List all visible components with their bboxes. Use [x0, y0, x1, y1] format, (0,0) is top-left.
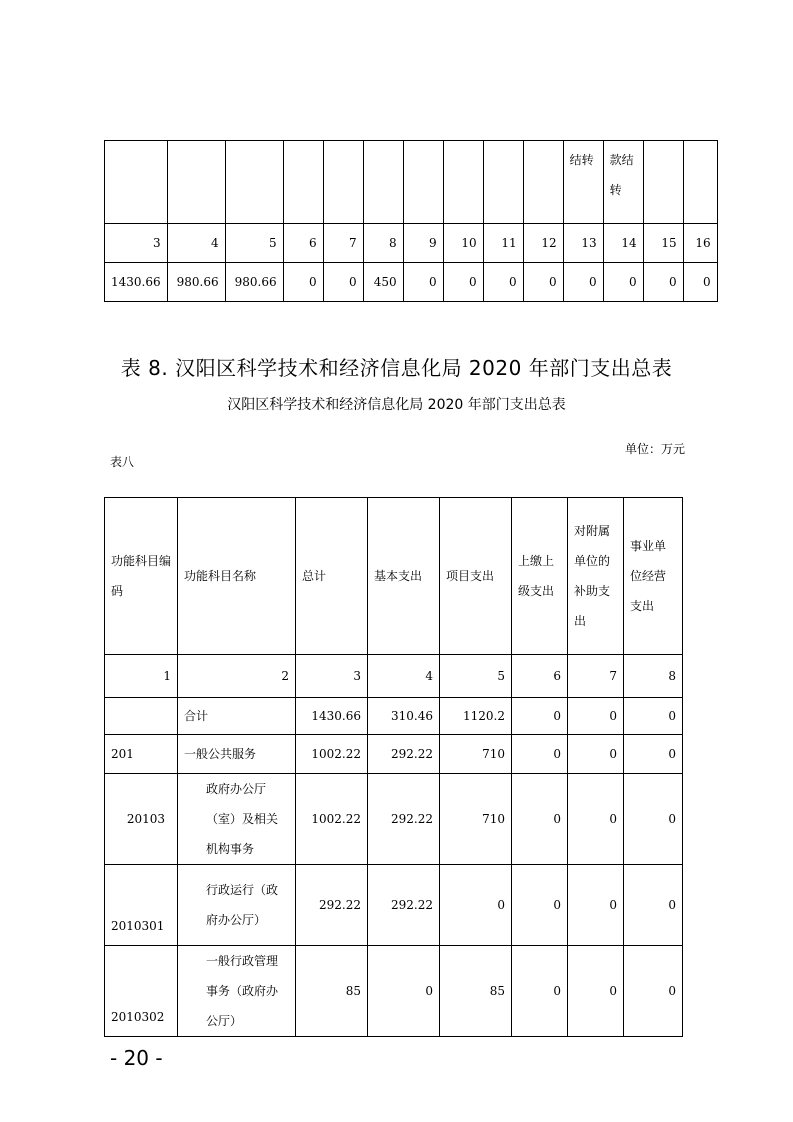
value-cell: 0: [483, 263, 523, 302]
header-cell: [483, 141, 523, 224]
header-cell: [283, 141, 323, 224]
subsidy-cell: 0: [568, 698, 624, 735]
table-label: 表八: [110, 455, 135, 469]
index-cell: 11: [483, 224, 523, 263]
subsidy-cell: 0: [568, 865, 624, 946]
header-cell: [363, 141, 403, 224]
upper-cell: 0: [512, 946, 568, 1037]
column-header: 基本支出: [368, 498, 440, 655]
header-cell: [167, 141, 225, 224]
index-cell: 5: [225, 224, 283, 263]
index-cell: 2: [178, 655, 296, 698]
basic-cell: 310.46: [368, 698, 440, 735]
unit-label: 单位：万元: [625, 442, 686, 456]
column-header: 功能科目名称: [178, 498, 296, 655]
index-cell: 4: [167, 224, 225, 263]
total-cell: 85: [296, 946, 368, 1037]
header-cell: [225, 141, 283, 224]
project-cell: 85: [440, 946, 512, 1037]
index-cell: 10: [443, 224, 483, 263]
continued-header-row: [105, 141, 718, 224]
value-cell: 0: [403, 263, 443, 302]
value-cell: 980.66: [167, 263, 225, 302]
upper-cell: 0: [512, 735, 568, 774]
header-cell: [443, 141, 483, 224]
index-cell: 8: [624, 655, 683, 698]
continued-table: [104, 140, 718, 302]
index-cell: 8: [363, 224, 403, 263]
table-row: [105, 774, 683, 865]
index-cell: 9: [403, 224, 443, 263]
header-cell: [403, 141, 443, 224]
index-row: [105, 655, 683, 698]
project-cell: 710: [440, 735, 512, 774]
document-subtitle: 汉阳区科学技术和经济信息化局 2020 年部门支出总表: [227, 397, 566, 413]
code-cell: 20103: [105, 774, 178, 865]
column-header: 功能科目编码: [105, 498, 178, 655]
upper-cell: 0: [512, 774, 568, 865]
index-cell: 12: [523, 224, 563, 263]
index-cell: 1: [105, 655, 178, 698]
code-cell: 2010301: [105, 865, 178, 946]
value-cell: 0: [683, 263, 717, 302]
value-cell: 0: [443, 263, 483, 302]
value-cell: 980.66: [225, 263, 283, 302]
index-cell: 6: [512, 655, 568, 698]
basic-cell: 0: [368, 946, 440, 1037]
value-cell: 0: [323, 263, 363, 302]
name-cell: 合计: [178, 698, 296, 735]
index-cell: 15: [643, 224, 683, 263]
index-cell: 4: [368, 655, 440, 698]
name-cell: 行政运行（政府办公厅）: [178, 865, 296, 946]
column-header: 对附属单位的补助支出: [568, 498, 624, 655]
code-cell: 2010302: [105, 946, 178, 1037]
value-cell: 0: [523, 263, 563, 302]
index-cell: 16: [683, 224, 717, 263]
total-cell: 1002.22: [296, 774, 368, 865]
header-cell: [105, 141, 168, 224]
value-cell: 0: [563, 263, 603, 302]
header-cell: [523, 141, 563, 224]
index-cell: 14: [603, 224, 643, 263]
value-cell: 0: [603, 263, 643, 302]
basic-cell: 292.22: [368, 774, 440, 865]
basic-cell: 292.22: [368, 735, 440, 774]
name-cell: 政府办公厅（室）及相关机构事务: [178, 774, 296, 865]
column-header: 上缴上级支出: [512, 498, 568, 655]
subsidy-cell: 0: [568, 735, 624, 774]
document-title: 表 8. 汉阳区科学技术和经济信息化局 2020 年部门支出总表: [120, 356, 673, 380]
name-cell: 一般行政管理事务（政府办公厅）: [178, 946, 296, 1037]
table-row: [105, 735, 683, 774]
total-cell: 1002.22: [296, 735, 368, 774]
column-header: 项目支出: [440, 498, 512, 655]
table-row: [105, 946, 683, 1037]
subsidy-cell: 0: [568, 946, 624, 1037]
continued-value-row: [105, 263, 718, 302]
header-cell: [643, 141, 683, 224]
column-header: 事业单位经营支出: [624, 498, 683, 655]
index-cell: 6: [283, 224, 323, 263]
page-number: - 20 -: [110, 1046, 163, 1070]
index-cell: 3: [105, 224, 168, 263]
total-cell: 1430.66: [296, 698, 368, 735]
index-cell: 13: [563, 224, 603, 263]
basic-cell: 292.22: [368, 865, 440, 946]
continued-index-row: [105, 224, 718, 263]
subsidy-cell: 0: [568, 774, 624, 865]
project-cell: 710: [440, 774, 512, 865]
business-cell: 0: [624, 735, 683, 774]
business-cell: 0: [624, 946, 683, 1037]
table-row: [105, 698, 683, 735]
value-cell: 1430.66: [105, 263, 168, 302]
expenditure-table: [104, 497, 683, 1037]
column-header: 总计: [296, 498, 368, 655]
upper-cell: 0: [512, 698, 568, 735]
upper-cell: 0: [512, 865, 568, 946]
index-cell: 7: [323, 224, 363, 263]
index-cell: 3: [296, 655, 368, 698]
business-cell: 0: [624, 865, 683, 946]
project-cell: 1120.2: [440, 698, 512, 735]
business-cell: 0: [624, 774, 683, 865]
value-cell: 0: [643, 263, 683, 302]
business-cell: 0: [624, 698, 683, 735]
header-row: [105, 498, 683, 655]
value-cell: 450: [363, 263, 403, 302]
total-cell: 292.22: [296, 865, 368, 946]
index-cell: 7: [568, 655, 624, 698]
index-cell: 5: [440, 655, 512, 698]
header-cell: 结转: [563, 141, 603, 224]
code-cell: [105, 698, 178, 735]
value-cell: 0: [283, 263, 323, 302]
project-cell: 0: [440, 865, 512, 946]
header-cell: [683, 141, 717, 224]
code-cell: 201: [105, 735, 178, 774]
header-cell: 款结转: [603, 141, 643, 224]
table-row: [105, 865, 683, 946]
header-cell: [323, 141, 363, 224]
name-cell: 一般公共服务: [178, 735, 296, 774]
